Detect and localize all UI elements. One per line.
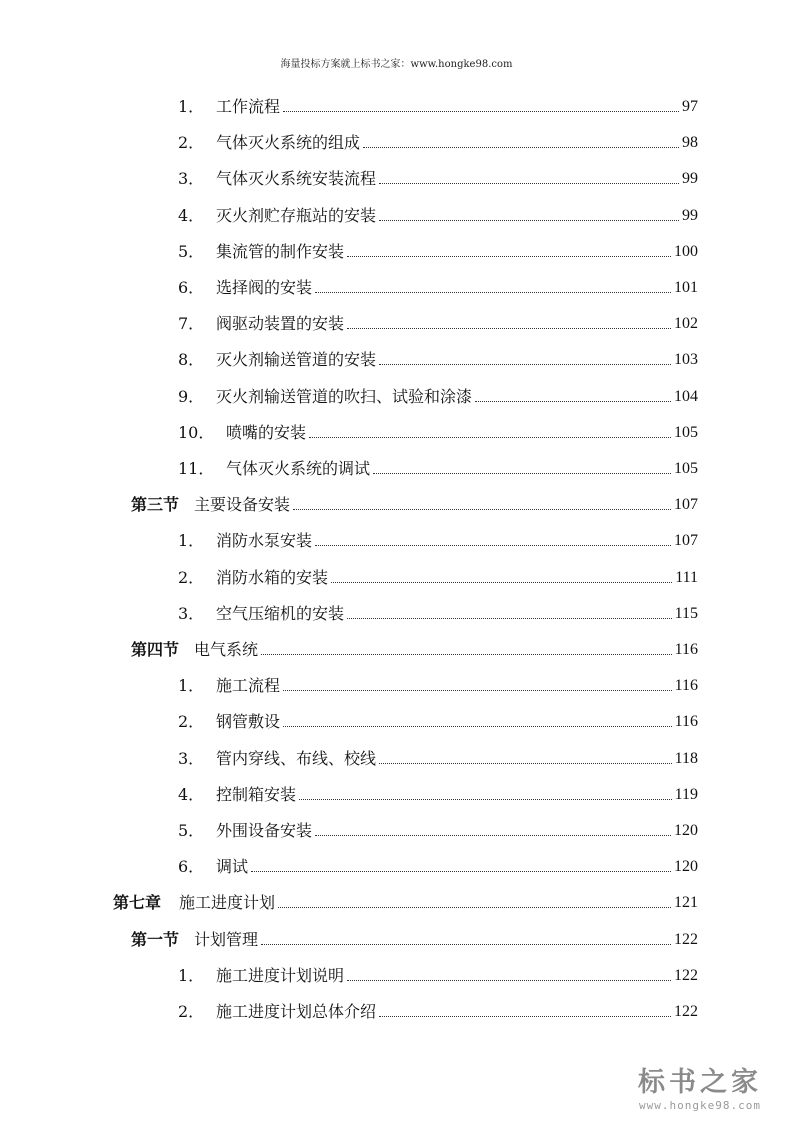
- toc-dot-leader: [379, 220, 679, 221]
- toc-entry-number: 第三节: [131, 495, 180, 515]
- toc-entry-page: 99: [682, 206, 698, 224]
- toc-entry[interactable]: [178, 960, 698, 986]
- toc-entry-number: 1．: [178, 965, 205, 985]
- page-header: 海量投标方案就上标书之家：www.hongke98.com: [280, 59, 513, 70]
- toc-entry-page: 105: [674, 460, 698, 477]
- toc-entry[interactable]: [131, 924, 698, 950]
- toc-entry[interactable]: [178, 779, 698, 805]
- toc-entry-page: 115: [674, 604, 698, 622]
- toc-dot-leader: [299, 799, 672, 800]
- toc-entry-number: 2．: [178, 712, 205, 732]
- watermark-logo: 标书之家: [638, 1067, 762, 1098]
- toc-entry-page: 103: [674, 351, 698, 369]
- toc-dot-leader: [331, 582, 672, 583]
- toc-entry-title: 施工进度计划说明: [216, 965, 345, 985]
- toc-entry-title: 气体灭火系统的组成: [216, 133, 361, 153]
- toc-dot-leader: [347, 618, 672, 619]
- toc-entry-page: 101: [674, 279, 698, 296]
- toc-entry-title: 计划管理: [194, 929, 259, 949]
- toc-entry[interactable]: [113, 887, 698, 913]
- toc-entry-page: 116: [674, 713, 698, 731]
- toc-entry-title: 气体灭火系统安装流程: [216, 169, 377, 189]
- toc-entry-number: 1．: [178, 97, 205, 116]
- toc-entry-title: 工作流程: [216, 97, 281, 116]
- toc-entry-number: 4．: [178, 205, 205, 225]
- toc-entry-page: 102: [674, 315, 698, 333]
- toc-entry[interactable]: [178, 815, 698, 841]
- toc-entry[interactable]: [178, 236, 698, 262]
- toc-entry-page: 116: [674, 677, 698, 695]
- toc-entry[interactable]: [178, 598, 698, 624]
- toc-entry[interactable]: [178, 308, 698, 334]
- toc-entry-number: 9．: [178, 386, 205, 406]
- toc-entry-page: 105: [674, 423, 698, 441]
- toc-entry[interactable]: [178, 272, 698, 298]
- toc-entry-title: 施工流程: [216, 676, 281, 696]
- toc-entry-title: 选择阀的安装: [216, 278, 313, 297]
- toc-dot-leader: [278, 907, 671, 908]
- toc-entry-number: 3．: [178, 748, 205, 768]
- toc-entry-title: 阀驱动装置的安装: [216, 314, 345, 334]
- toc-entry-title: 灭火剂输送管道的吹扫、试验和涂漆: [216, 386, 473, 406]
- toc-dot-leader: [261, 944, 671, 945]
- toc-entry-page: 122: [674, 1003, 698, 1020]
- toc-dot-leader: [283, 111, 679, 112]
- toc-entry[interactable]: [178, 525, 698, 551]
- toc-dot-leader: [293, 509, 671, 510]
- toc-entry[interactable]: [178, 851, 698, 877]
- toc-entry-title: 施工进度计划: [179, 893, 276, 913]
- toc-entry-page: 107: [674, 496, 698, 514]
- watermark: [625, 1067, 775, 1112]
- toc-dot-leader: [309, 437, 671, 438]
- toc-entry-number: 第四节: [131, 640, 180, 659]
- toc-entry-page: 99: [682, 170, 698, 188]
- toc-entry[interactable]: [178, 381, 698, 407]
- toc-entry-title: 调试: [216, 857, 249, 877]
- toc-dot-leader: [283, 726, 672, 727]
- toc-dot-leader: [251, 871, 671, 872]
- toc-entry[interactable]: [178, 344, 698, 370]
- toc-entry-page: 122: [674, 966, 698, 984]
- toc-entry[interactable]: [178, 91, 698, 117]
- toc-entry-number: 8．: [178, 350, 205, 370]
- toc-entry-number: 4．: [178, 784, 205, 804]
- toc-entry-title: 气体灭火系统的调试: [226, 459, 371, 478]
- toc-entry[interactable]: [178, 200, 698, 226]
- toc-entry-number: 11．: [178, 459, 215, 478]
- toc-entry-page: 120: [674, 822, 698, 839]
- toc-dot-leader: [379, 763, 672, 764]
- toc-entry-title: 电气系统: [194, 640, 259, 659]
- toc-entry[interactable]: [178, 562, 698, 588]
- toc-entry-title: 施工进度计划总体介绍: [216, 1002, 377, 1021]
- toc-dot-leader: [379, 183, 679, 184]
- toc-dot-leader: [261, 654, 672, 655]
- toc-dot-leader: [347, 980, 671, 981]
- toc-entry-page: 100: [674, 242, 698, 260]
- toc-entry-title: 喷嘴的安装: [226, 422, 307, 442]
- toc-entry[interactable]: [178, 706, 698, 732]
- toc-entry-number: 第七章: [113, 893, 162, 913]
- toc-entry-page: 116: [674, 641, 698, 658]
- toc-entry-number: 1．: [178, 531, 205, 551]
- toc-entry-page: 122: [674, 930, 698, 948]
- toc-entry-page: 97: [682, 98, 698, 115]
- toc-dot-leader: [379, 364, 671, 365]
- toc-dot-leader: [379, 1016, 671, 1017]
- toc-dot-leader: [315, 835, 671, 836]
- toc-entry-title: 灭火剂贮存瓶站的安装: [216, 205, 377, 225]
- toc-entry-title: 空气压缩机的安装: [216, 603, 345, 623]
- toc-entry-number: 2．: [178, 567, 205, 587]
- toc-entry-title: 控制箱安装: [216, 784, 297, 804]
- toc-entry[interactable]: [178, 996, 698, 1022]
- toc-entry-number: 6．: [178, 857, 205, 877]
- toc-entry-page: 120: [674, 858, 698, 876]
- toc-entry-title: 钢管敷设: [216, 712, 281, 732]
- toc-entry-number: 10．: [178, 422, 215, 442]
- toc-entry[interactable]: [178, 453, 698, 479]
- toc-dot-leader: [347, 256, 671, 257]
- toc-entry[interactable]: [178, 670, 698, 696]
- toc-entry-page: 121: [674, 894, 698, 912]
- toc-entry-page: 98: [682, 134, 698, 152]
- toc-dot-leader: [315, 292, 671, 293]
- toc-entry[interactable]: [178, 163, 698, 189]
- toc-entry-number: 1．: [178, 676, 205, 696]
- toc-entry-number: 3．: [178, 603, 205, 623]
- toc-entry-number: 2．: [178, 133, 205, 153]
- toc-entry-title: 管内穿线、布线、校线: [216, 748, 377, 768]
- toc-entry-number: 2．: [178, 1002, 205, 1021]
- toc-entry-title: 集流管的制作安装: [216, 241, 345, 261]
- toc-dot-leader: [347, 328, 671, 329]
- toc-entry[interactable]: [178, 743, 698, 769]
- toc-entry-title: 外围设备安装: [216, 821, 313, 840]
- toc-entry-number: 5．: [178, 241, 205, 261]
- toc-dot-leader: [315, 545, 671, 546]
- toc-entry-title: 主要设备安装: [194, 495, 291, 515]
- toc-entry[interactable]: [178, 127, 698, 153]
- toc-entry-title: 消防水泵安装: [216, 531, 313, 551]
- toc-entry-page: 104: [674, 387, 698, 405]
- toc-dot-leader: [373, 473, 671, 474]
- toc-entry-title: 灭火剂输送管道的安装: [216, 350, 377, 370]
- toc-entry-number: 5．: [178, 821, 205, 840]
- toc-entry-page: 107: [674, 532, 698, 550]
- toc-entry-number: 7．: [178, 314, 205, 334]
- toc-entry-page: 119: [674, 785, 698, 803]
- toc-entry-title: 消防水箱的安装: [216, 567, 329, 587]
- toc-dot-leader: [363, 147, 679, 148]
- toc-entry[interactable]: [178, 417, 698, 443]
- toc-entry-page: 111: [675, 568, 698, 586]
- toc-entry[interactable]: [131, 489, 698, 515]
- toc-entry-page: 118: [674, 749, 698, 767]
- watermark-url: www.hongke98.com: [639, 1099, 761, 1112]
- toc-entry-number: 3．: [178, 169, 205, 189]
- toc-entry-number: 6．: [178, 278, 205, 297]
- toc-dot-leader: [475, 401, 671, 402]
- toc-entry-number: 第一节: [131, 929, 180, 949]
- toc-entry[interactable]: [131, 634, 698, 660]
- toc-dot-leader: [283, 690, 672, 691]
